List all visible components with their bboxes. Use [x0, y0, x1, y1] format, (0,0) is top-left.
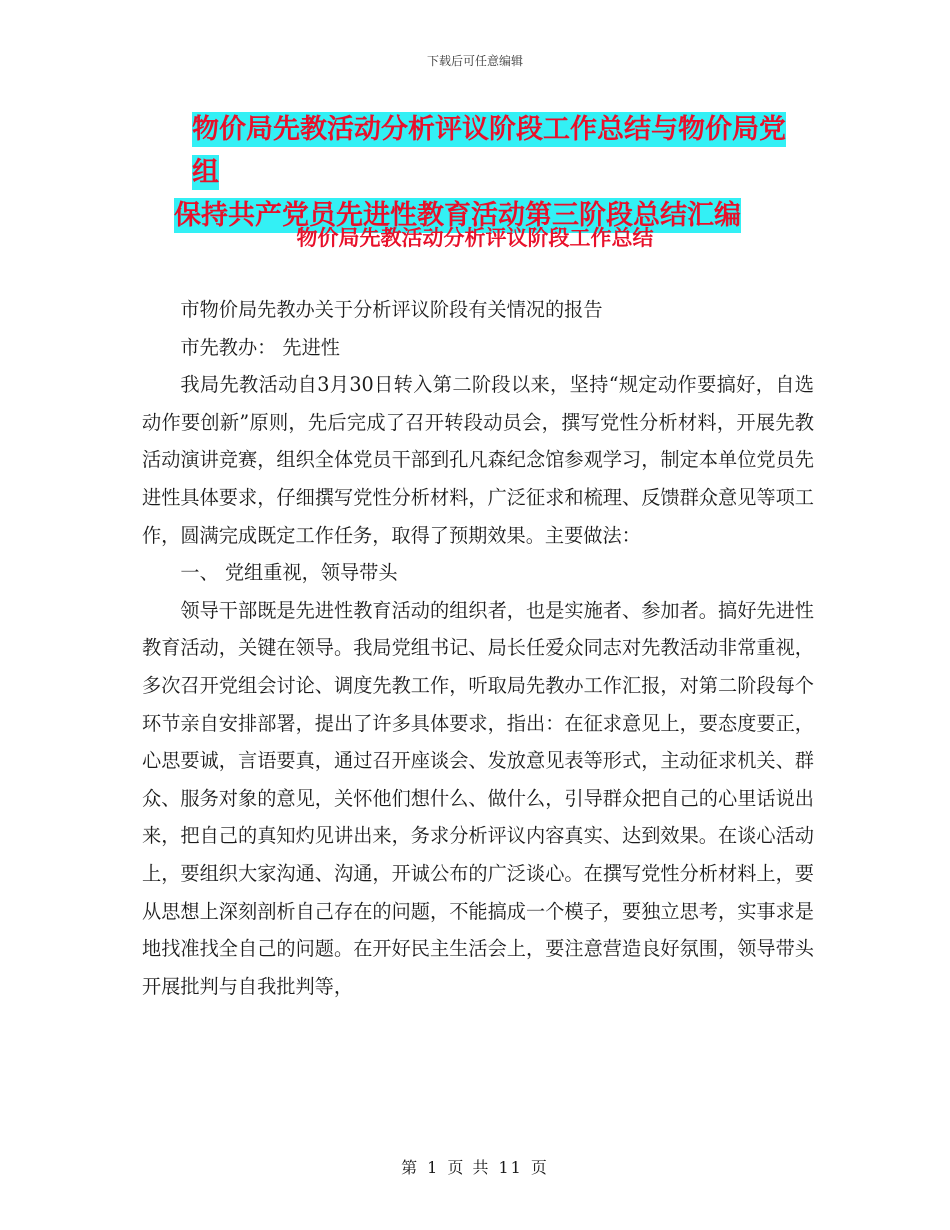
footer-total-pages: 11	[498, 1158, 523, 1177]
page-header-note: 下载后可任意编辑	[426, 54, 523, 68]
body-text	[142, 291, 814, 1005]
main-title-line-1: 物价局先教活动分析评议阶段工作总结与物价局党组	[192, 114, 786, 188]
section-subtitle: 物价局先教活动分析评议阶段工作总结	[296, 226, 654, 250]
paragraph-leadership: 领导干部既是先进性教育活动的组织者，也是实施者、参加者。搞好先进性教育活动，关键在领导。我局党组书记、局长任爱众同志对先教活动非常重视，多次召开党组会讨论、调度先教工作，听取局先教办工作汇报，对第二阶段每个环节亲自安排部署，提出了许多具体要求，指出：在征求意见上，要态度要正，心思要诚，言语要真，通过召开座谈会、发放意见表等形式，主动征求机关、群众、服务对象的意见，关怀他们想什么、做什么，引导群众把自己的心里话说出来，把自己的真知灼见讲出来，务求分析评议内容真实、达到效果。在谈心活动上，要组织大家沟通、沟通，开诚公布的广泛谈心。在撰写党性分析材料上，要从思想上深刻剖析自己存在的问题，不能搞成一个模子，要独立思考，实事求是地找准找全自己的问题。在开好民主生活会上，要注意营造良好氛围，领导带头开展批判与自我批判等，	[142, 598, 814, 998]
paragraph-intro: 我局先教活动自3月30日转入第二阶段以来，坚持“规定动作要搞好，自选动作要创新”原则，先后完成了召开转段动员会，撰写党性分析材料，开展先教活动演讲竞赛，组织全体党员干部到孔凡森纪念馆参观学习，制定本单位党员先进性具体要求，仔细撰写党性分析材料，广泛征求和梳理、反馈群众意见等项工作，圆满完成既定工作任务，取得了预期效果。主要做法：	[142, 373, 814, 547]
footer-prefix: 第	[401, 1158, 420, 1177]
footer-mid: 页 共	[447, 1158, 491, 1177]
footer-suffix: 页	[530, 1158, 549, 1177]
paragraph-report-title: 市物价局先教办关于分析评议阶段有关情况的报告	[180, 298, 603, 321]
document-main-title	[174, 108, 812, 237]
main-title-line-2: 保持共产党员先进性教育活动第三阶段总结汇编	[174, 200, 741, 231]
page-footer	[0, 1155, 950, 1178]
paragraph-addressee: 市先教办： 先进性	[180, 335, 340, 359]
paragraph-section-heading: 一、 党组重视，领导带头	[180, 561, 398, 585]
footer-page-number: 1	[427, 1158, 440, 1177]
